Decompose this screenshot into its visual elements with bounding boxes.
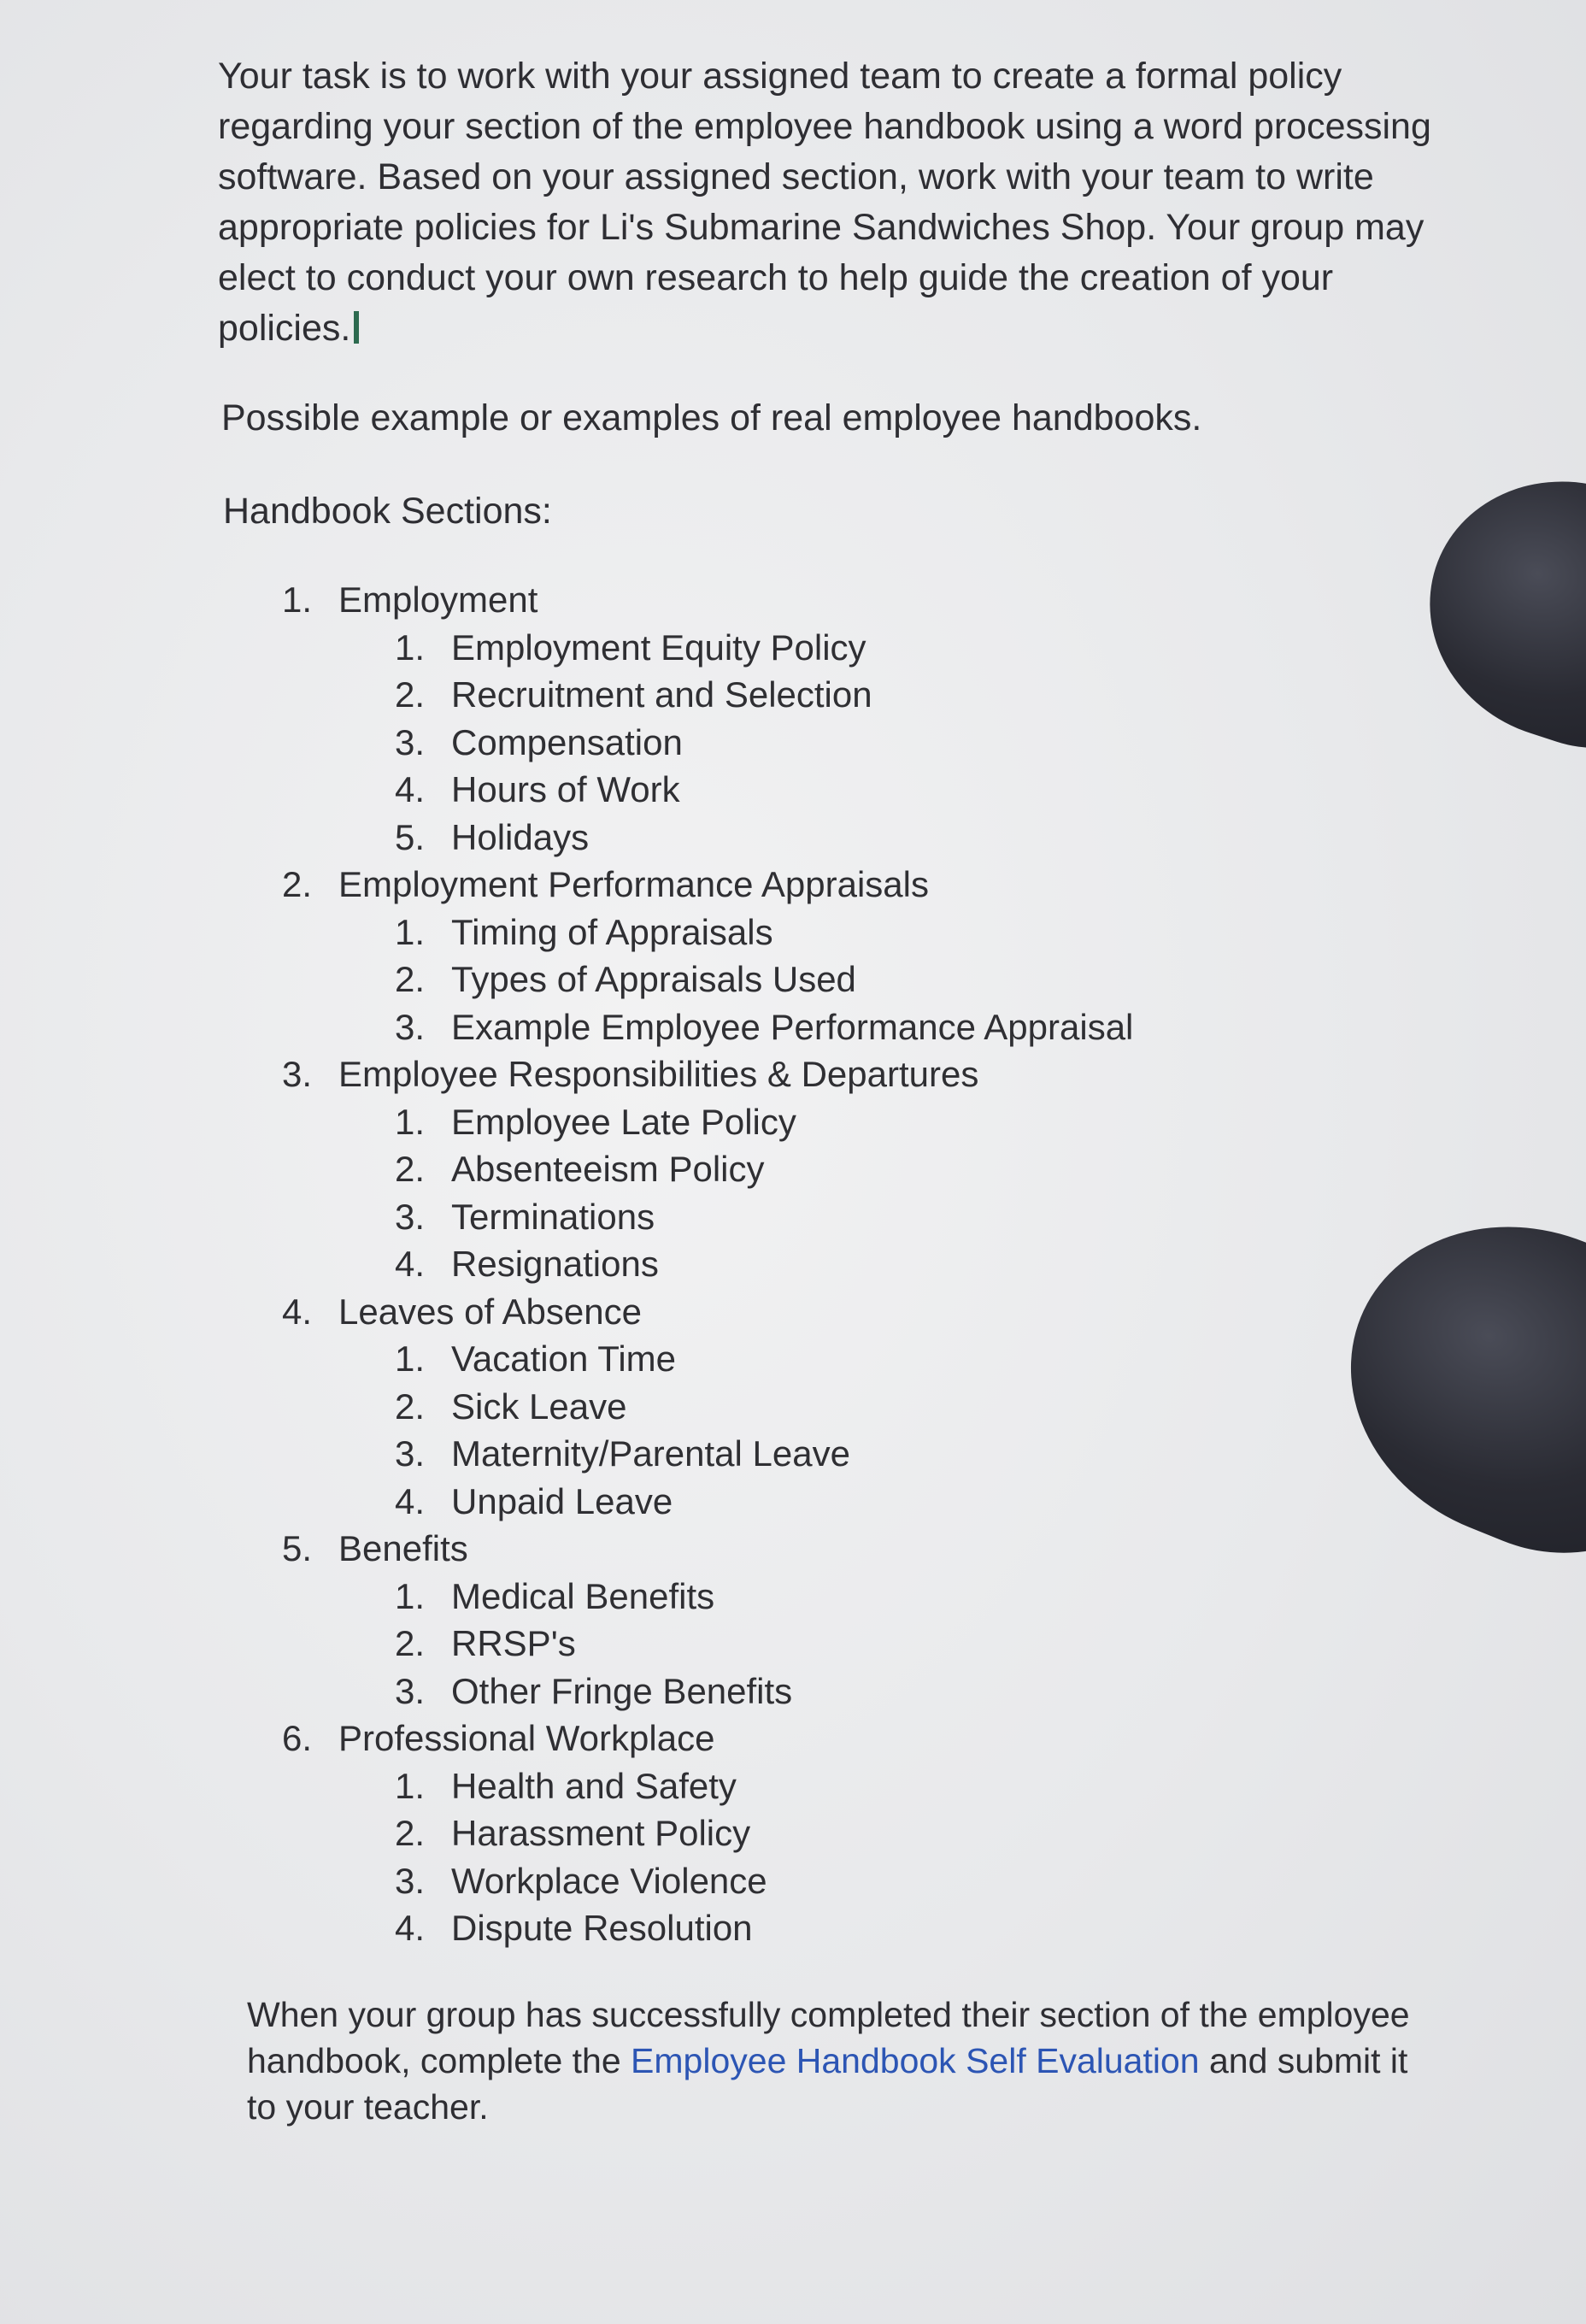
subsection-item: 3. Maternity/Parental Leave	[395, 1433, 850, 1474]
section-title: Benefits	[338, 1528, 468, 1568]
section-benefits	[282, 1525, 1457, 1715]
section-number: 5.	[282, 1528, 313, 1568]
subsection-item: 5. Holidays	[395, 816, 590, 857]
section-number: 1.	[282, 580, 313, 620]
subsection-item: 2. Sick Leave	[395, 1386, 627, 1427]
intro-paragraph	[218, 51, 1448, 354]
section-title: Employee Responsibilities & Departures	[338, 1054, 979, 1094]
section-number: 4.	[282, 1291, 313, 1332]
subsection-item: 1. Timing of Appraisals	[395, 911, 773, 952]
subsection-item: 2. Harassment Policy	[395, 1813, 751, 1853]
examples-paragraph: Possible example or examples of real employee handbooks.	[221, 397, 1202, 438]
subsection-item: 2. Types of Appraisals Used	[395, 959, 856, 999]
section-title: Professional Workplace	[338, 1718, 715, 1758]
subsection-item: 1. Employment Equity Policy	[395, 627, 866, 668]
subsection-item: 1. Medical Benefits	[395, 1575, 715, 1616]
subsection-item: 1. Health and Safety	[395, 1765, 737, 1806]
subsection-item: 3. Compensation	[395, 721, 683, 762]
section-number: 6.	[282, 1718, 313, 1758]
subsection-item: 4. Hours of Work	[395, 769, 680, 809]
section-performance-appraisals	[282, 861, 1457, 1050]
subsection-item: 3. Terminations	[395, 1196, 655, 1237]
handbook-sections-label: Handbook Sections:	[223, 491, 552, 532]
section-number: 3.	[282, 1054, 313, 1094]
closing-paragraph	[247, 1992, 1443, 2130]
subsection-item: 4. Dispute Resolution	[395, 1908, 753, 1948]
subsection-item: 4. Resignations	[395, 1244, 659, 1284]
closing-text-before: When your group has successfully completed their section of the employee handbook, complete the	[247, 1994, 1410, 2080]
text-cursor	[354, 311, 359, 344]
subsection-item: 2. Recruitment and Selection	[395, 674, 872, 715]
document-page	[218, 51, 1457, 2256]
subsection-item: 1. Vacation Time	[395, 1339, 677, 1379]
section-title: Leaves of Absence	[338, 1291, 642, 1332]
subsection-item: 1. Employee Late Policy	[395, 1101, 796, 1142]
section-title: Employment	[338, 580, 538, 620]
subsection-item: 3. Workplace Violence	[395, 1860, 767, 1901]
section-number: 2.	[282, 864, 313, 904]
subsection-item: 3. Example Employee Performance Appraisal	[395, 1006, 1134, 1047]
section-responsibilities-departures	[282, 1050, 1457, 1288]
subsection-list	[395, 1098, 1457, 1288]
subsection-item: 2. RRSP's	[395, 1623, 576, 1663]
subsection-list	[395, 1335, 1457, 1525]
subsection-item: 2. Absenteeism Policy	[395, 1149, 765, 1189]
section-leaves-of-absence	[282, 1288, 1457, 1526]
section-employment	[282, 576, 1457, 861]
subsection-list	[395, 909, 1457, 1051]
subsection-list	[395, 624, 1457, 862]
subsection-item: 3. Other Fringe Benefits	[395, 1670, 793, 1711]
closing-text-after: and submit it to your teacher.	[247, 2040, 1408, 2127]
intro-text: Your task is to work with your assigned team to create a formal policy regarding your section of the employee handbook using a word processing software. Based on your assigned section, work with your team to write appropriate policies for Li's Submarine Sandwiches Shop. Your group may elect to conduct your own research to help guide the creation of your policies.	[218, 56, 1431, 349]
subsection-item: 4. Unpaid Leave	[395, 1480, 673, 1521]
handbook-sections-list	[218, 576, 1457, 1952]
subsection-list	[395, 1573, 1457, 1715]
section-title: Employment Performance Appraisals	[338, 864, 929, 904]
section-professional-workplace	[282, 1715, 1457, 1952]
subsection-list	[395, 1762, 1457, 1952]
self-evaluation-link[interactable]: Employee Handbook Self Evaluation	[631, 2040, 1200, 2080]
